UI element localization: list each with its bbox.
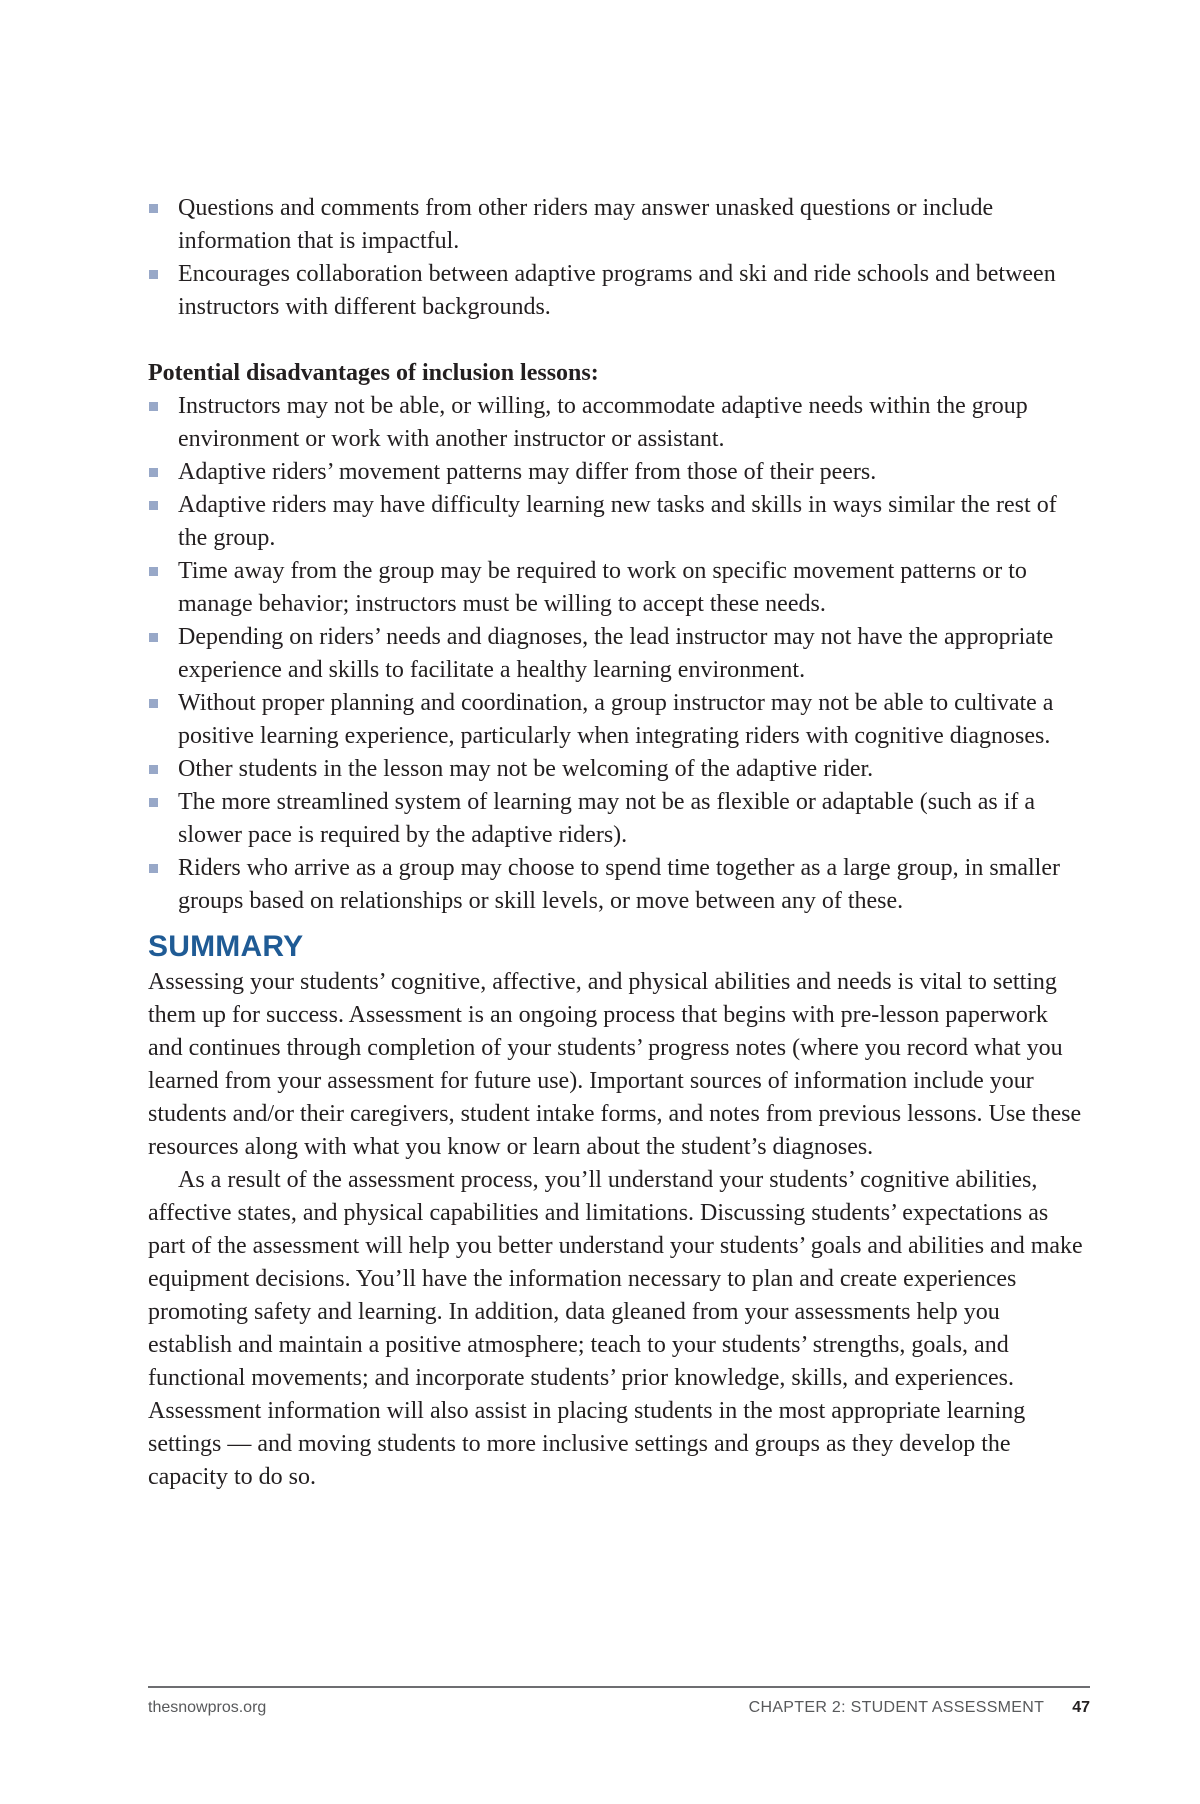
square-bullet-icon (149, 765, 158, 774)
page-footer (148, 1686, 1090, 1716)
list-item-text: The more streamlined system of learning may not be as flexible or adaptable (such as if a slower pace is required by the adaptive riders). (178, 789, 1036, 848)
list-item (148, 753, 1083, 786)
list-item-text: Encourages collaboration between adaptive programs and ski and ride schools and between instructors with different backgrounds. (178, 261, 1056, 320)
list-item-text: Questions and comments from other riders may answer unasked questions or include information that is impactful. (178, 195, 994, 254)
square-bullet-icon (149, 864, 158, 873)
summary-paragraph: Assessing your students’ cognitive, affective, and physical abilities and needs is vital to setting them up for success. Assessment is an ongoing process that begins with pre-lesson paperwork and continues through completion of your students’ progress notes (where you record what you learned from your assessment for future use). Important sources of information include your students and/or their caregivers, student intake forms, and notes from previous lessons. Use these resources along with what you know or learn about the student’s diagnoses. (148, 969, 1082, 1160)
footer-chapter: CHAPTER 2: STUDENT ASSESSMENT (748, 1699, 1045, 1716)
square-bullet-icon (149, 402, 158, 411)
square-bullet-icon (149, 633, 158, 642)
intro-bullet-list (148, 192, 1083, 324)
page-content (148, 192, 1083, 1494)
list-item-text: Riders who arrive as a group may choose to spend time together as a large group, in smaller groups based on relationships or skill levels, or move between any of these. (178, 855, 1060, 914)
list-item (148, 852, 1083, 918)
list-item (148, 555, 1083, 621)
summary-section (148, 966, 1083, 1494)
square-bullet-icon (149, 501, 158, 510)
list-item-text: Instructors may not be able, or willing, to accommodate adaptive needs within the group environment or work with another instructor or assistant. (178, 393, 1028, 452)
list-item (148, 390, 1083, 456)
list-item-text: Time away from the group may be required to work on specific movement patterns or to manage behavior; instructors must be willing to accept these needs. (178, 558, 1027, 617)
square-bullet-icon (149, 567, 158, 576)
square-bullet-icon (149, 468, 158, 477)
square-bullet-icon (149, 699, 158, 708)
list-item-text: Adaptive riders may have difficulty learning new tasks and skills in ways similar the rest of the group. (178, 492, 1057, 551)
disadvantages-heading: Potential disadvantages of inclusion lessons: (148, 360, 599, 386)
square-bullet-icon (149, 798, 158, 807)
square-bullet-icon (149, 204, 158, 213)
list-item (148, 687, 1083, 753)
list-item-text: Depending on riders’ needs and diagnoses, the lead instructor may not have the appropriate experience and skills to facilitate a healthy learning environment. (178, 624, 1054, 683)
list-item (148, 786, 1083, 852)
footer-website: thesnowpros.org (148, 1699, 267, 1716)
page-number: 47 (1072, 1699, 1090, 1716)
list-item (148, 192, 1083, 258)
list-item (148, 456, 1083, 489)
list-item-text: Other students in the lesson may not be welcoming of the adaptive rider. (178, 756, 874, 782)
list-item (148, 258, 1083, 324)
list-item-text: Without proper planning and coordination, a group instructor may not be able to cultivate a positive learning experience, particularly when integrating riders with cognitive diagnoses. (178, 690, 1054, 749)
list-item (148, 621, 1083, 687)
list-item-text: Adaptive riders’ movement patterns may differ from those of their peers. (178, 459, 877, 485)
summary-heading: SUMMARY (148, 930, 304, 963)
disadvantages-list (148, 390, 1083, 918)
footer-running-head (749, 1698, 1090, 1718)
square-bullet-icon (149, 270, 158, 279)
list-item (148, 489, 1083, 555)
summary-paragraph: As a result of the assessment process, you’ll understand your students’ cognitive abilities, affective states, and physical capabilities and limitations. Discussing students’ expectations as part of the assessment will help you better understand your students’ goals and abilities and make equipment decisions. You’ll have the information necessary to plan and create experiences promoting safety and learning. In addition, data gleaned from your assessments help you establish and maintain a positive atmosphere; teach to your students’ strengths, goals, and functional movements; and incorporate students’ prior knowledge, skills, and experiences. Assessment information will also assist in placing students in the most appropriate learning settings — and moving students to more inclusive settings and groups as they develop the capacity to do so. (148, 1167, 1083, 1490)
